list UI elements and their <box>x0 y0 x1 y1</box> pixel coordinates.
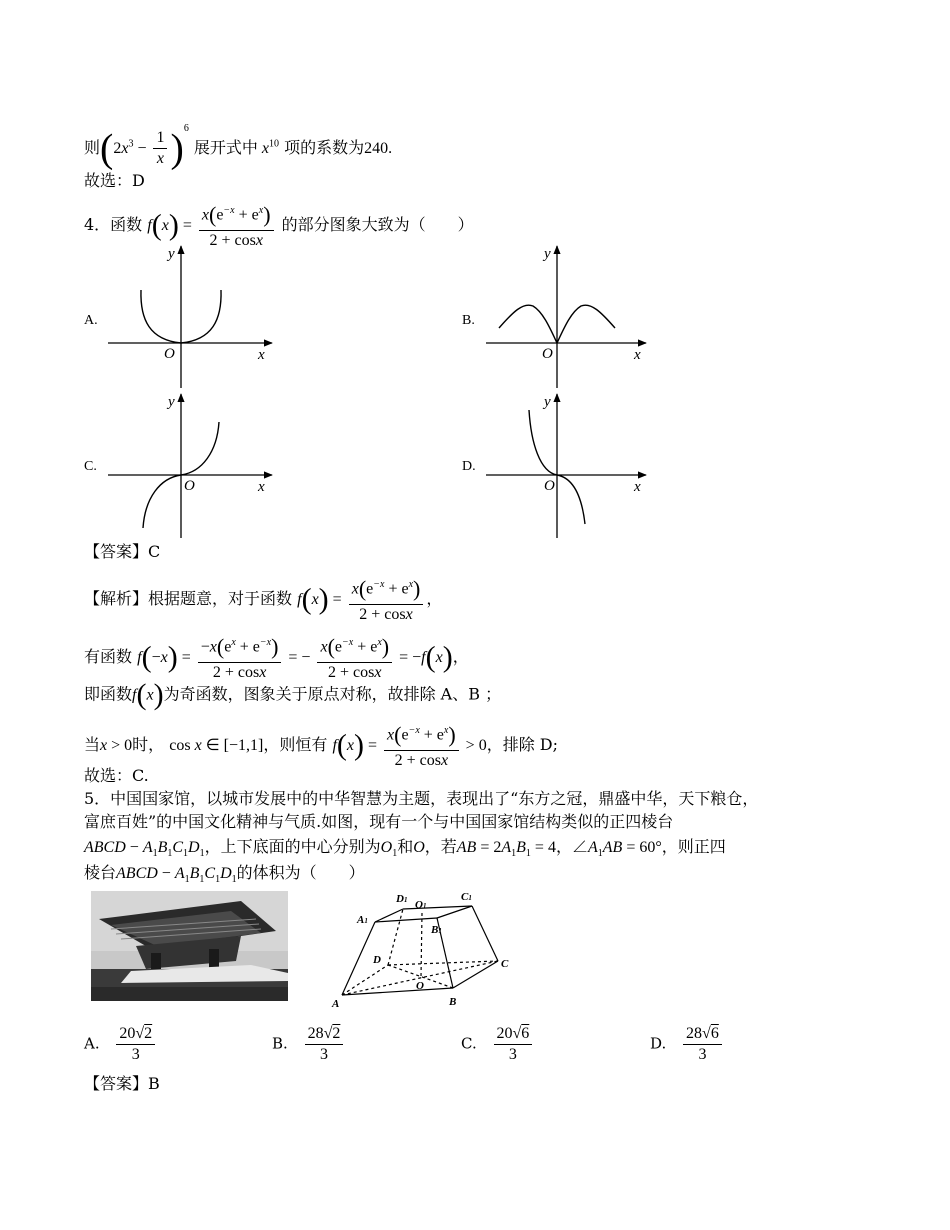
china-pavilion-photo <box>91 891 288 1001</box>
q3-conclusion: 故选：D <box>84 171 145 190</box>
x-axis-label: x <box>634 479 641 495</box>
origin-label: O <box>544 478 555 494</box>
x-axis-label: x <box>258 479 265 495</box>
q4-analysis-line3: 即函数f(x)为奇函数，图象关于原点对称，故排除 A、B ； <box>84 678 502 711</box>
q4-stem: 4．函数 f(x) = $\frac{x(e^{-x} + e^x)}{2 + \cos x}$ 的部分图象大致为（ ） <box>84 202 474 249</box>
svg-text:A: A <box>332 998 340 1010</box>
q5-stem-line2: 富庶百姓”的中国文化精神与气质.如图，现有一个与中国国家馆结构类似的正四棱台 <box>84 812 674 831</box>
frustum-diagram <box>325 885 525 1010</box>
q4-analysis-line2: 有函数 f(−x) = $\frac{-x(e^x + e^{-x})}{2 + \cos x}$ = − $\frac{x(e^{-x} + e^x)}{2 + \cos x}$ = −f(x)， <box>84 634 469 681</box>
q4-answer: 【答案】C <box>84 542 161 561</box>
svg-text:B: B <box>449 996 457 1008</box>
svg-text:D: D <box>373 954 381 966</box>
origin-label: O <box>542 346 553 362</box>
x-axis-label: x <box>634 347 641 363</box>
q3-prefix: 则 <box>84 138 101 157</box>
svg-text:C1: C1 <box>461 891 472 903</box>
graph-option-d <box>478 388 668 538</box>
y-axis-label: y <box>168 394 175 410</box>
q5-stem-line3: ABCD − $A_1B_1C_1D_1$，上下底面的中心分别为$O_1$和O，若AB = $2A_1B_1 = 4$，$\angle A_1AB = 60^\circ$，则正四 <box>84 837 726 860</box>
q4-analysis-line1: 【解析】根据题意，对于函数 f(x) = $\frac{x(e^{-x} + e^x)}{2 + \cos x}$ ， <box>84 576 443 623</box>
q5-option-d[interactable]: D. $\frac{28√6}{3}$ <box>650 1024 725 1065</box>
svg-text:O: O <box>416 980 424 992</box>
svg-text:A1: A1 <box>357 914 368 926</box>
option-b-label[interactable]: B. <box>462 313 475 328</box>
svg-text:C: C <box>501 958 509 970</box>
graph-option-b <box>478 240 668 390</box>
y-axis-label: y <box>544 246 551 262</box>
x-axis-label: x <box>258 347 265 363</box>
paren-right: ) <box>170 125 184 171</box>
svg-text:D1: D1 <box>396 893 408 905</box>
y-axis-label: y <box>168 246 175 262</box>
origin-label: O <box>164 346 175 362</box>
q5-option-b[interactable]: B. $\frac{28√2}{3}$ <box>272 1024 346 1065</box>
origin-label: O <box>184 478 195 494</box>
q5-option-c[interactable]: C. $\frac{20√6}{3}$ <box>461 1024 535 1065</box>
q4-conclusion: 故选：C. <box>84 766 149 785</box>
svg-text:O1: O1 <box>415 899 427 911</box>
q5-option-a[interactable]: A. $\frac{20√2}{3}$ <box>84 1024 158 1065</box>
option-a-label[interactable]: A. <box>84 313 98 328</box>
graph-option-c <box>100 388 290 538</box>
q5-stem-line4: 棱台ABCD − $A_1B_1C_1D_1$的体积为（ ） <box>84 863 365 886</box>
paren-left: ( <box>100 125 114 171</box>
svg-text:B1: B1 <box>431 924 442 936</box>
q5-answer: 【答案】B <box>84 1074 160 1093</box>
q4-function-fraction: $\frac{x(e^{-x} + e^x)}{2 + \cos x}$ <box>199 200 274 251</box>
q3-result-line: 则($2x^3$ − $\frac{1}{x}$ )$^6$ 展开式中 $x^{10}$ 项的系数为240. <box>84 123 393 171</box>
q4-analysis-line4: 当x > 0时， cos x ∈ [−1,1]，则恒有 f(x) = $\frac{x(e^{-x} + e^x)}{2 + \cos x}$ > 0，排除 D; <box>84 722 559 769</box>
q5-stem-line1: 5．中国国家馆，以城市发展中的中华智慧为主题，表现出了“东方之冠，鼎盛中华，天下粮仓， <box>84 789 759 808</box>
option-d-label[interactable]: D. <box>462 459 476 474</box>
y-axis-label: y <box>544 394 551 410</box>
fraction-1-over-x: $\frac{1}{x}$ <box>153 128 167 169</box>
option-c-label[interactable]: C. <box>84 459 97 474</box>
graph-option-a <box>100 240 290 390</box>
